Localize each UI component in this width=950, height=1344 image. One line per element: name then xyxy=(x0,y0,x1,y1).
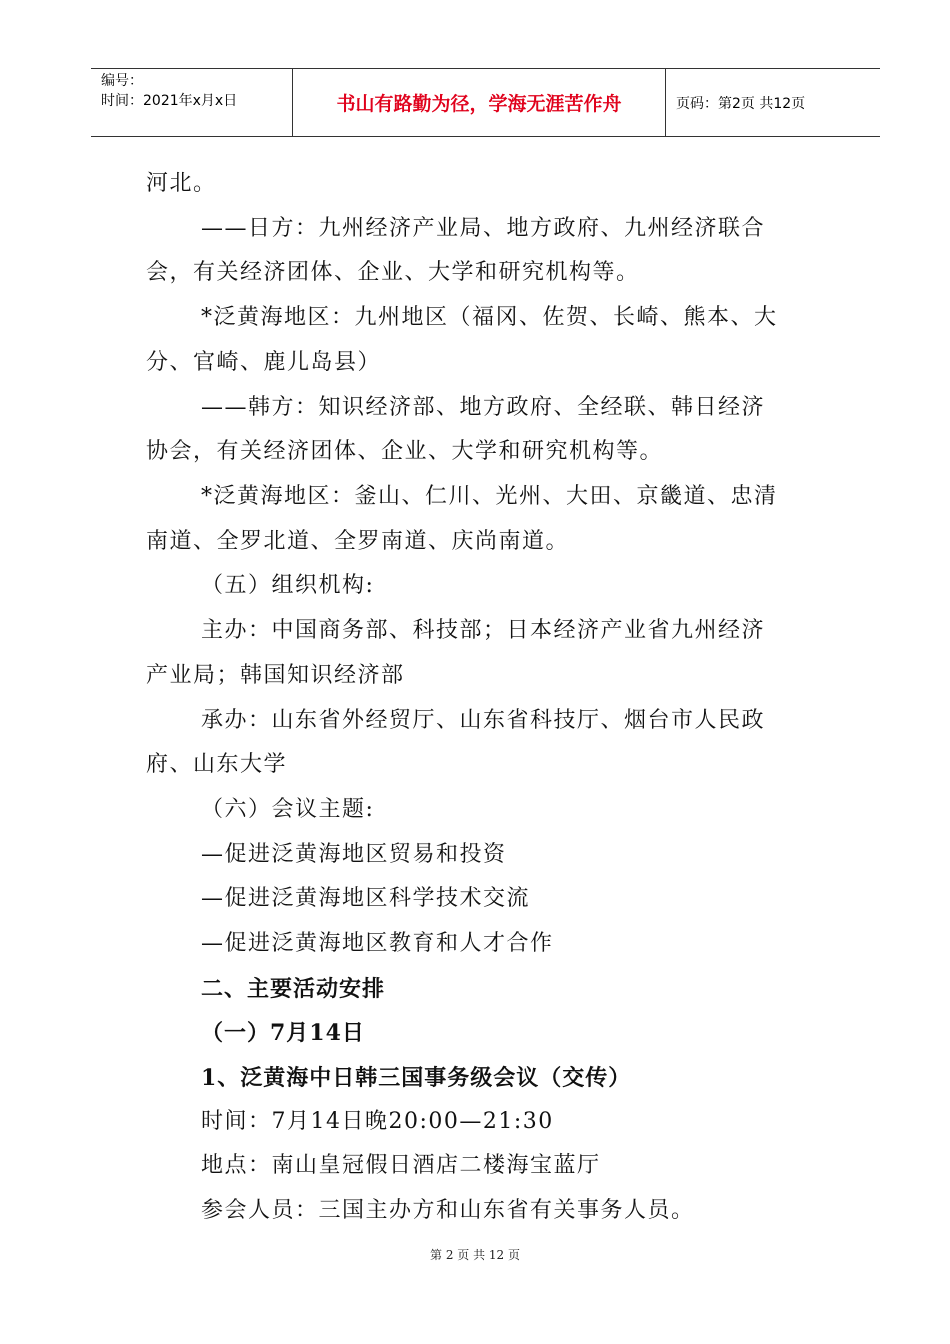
list-item: —促进泛黄海地区科学技术交流 xyxy=(201,886,531,911)
body-line: 府、山东大学 xyxy=(146,752,288,777)
page-footer: 第 2 页 共 12 页 xyxy=(430,1248,520,1262)
body-line: 会，有关经济团体、企业、大学和研究机构等。 xyxy=(146,260,640,285)
section-heading: （五）组织机构: xyxy=(201,573,375,598)
header-time-label: 时间：2021年x月x日 xyxy=(101,93,238,109)
event-time: 时间：7月14日晚20:00—21:30 xyxy=(201,1109,554,1134)
body-line: ——日方：九州经济产业局、地方政府、九州经济联合 xyxy=(201,216,766,241)
body-line: 分、官崎、鹿儿岛县） xyxy=(146,350,382,375)
body-line: 南道、全罗北道、全罗南道、庆尚南道。 xyxy=(146,529,570,554)
body-line: ——韩方：知识经济部、地方政府、全经联、韩日经济 xyxy=(201,395,766,420)
header-meta xyxy=(101,71,237,111)
body-line: 承办：山东省外经贸厅、山东省科技厅、烟台市人民政 xyxy=(201,708,766,733)
header-divider xyxy=(665,69,666,136)
header-number-label: 编号： xyxy=(101,73,143,89)
body-line: 产业局；韩国知识经济部 xyxy=(146,663,405,688)
event-attendees: 参会人员：三国主办方和山东省有关事务人员。 xyxy=(201,1198,695,1223)
body-line: 河北。 xyxy=(146,171,217,196)
header-page-label: 页码：第2页 共12页 xyxy=(676,95,806,112)
body-line: *泛黄海地区：釜山、仁川、光州、大田、京畿道、忠清 xyxy=(201,484,778,509)
section-heading: （六）会议主题: xyxy=(201,797,375,822)
date-heading: （一）7月14日 xyxy=(201,1020,365,1046)
list-item: —促进泛黄海地区教育和人才合作 xyxy=(201,931,554,956)
page-header xyxy=(91,68,880,137)
event-location: 地点：南山皇冠假日酒店二楼海宝蓝厅 xyxy=(201,1153,601,1178)
header-motto: 书山有路勤为径，学海无涯苦作舟 xyxy=(336,93,622,115)
list-item: —促进泛黄海地区贸易和投资 xyxy=(201,842,507,867)
body-line: 主办：中国商务部、科技部；日本经济产业省九州经济 xyxy=(201,618,766,643)
event-heading: 1、泛黄海中日韩三国事务级会议（交传） xyxy=(201,1065,632,1091)
body-line: 协会，有关经济团体、企业、大学和研究机构等。 xyxy=(146,439,664,464)
body-line: *泛黄海地区：九州地区（福冈、佐贺、长崎、熊本、大 xyxy=(201,305,778,330)
chapter-heading: 二、主要活动安排 xyxy=(201,976,386,1002)
